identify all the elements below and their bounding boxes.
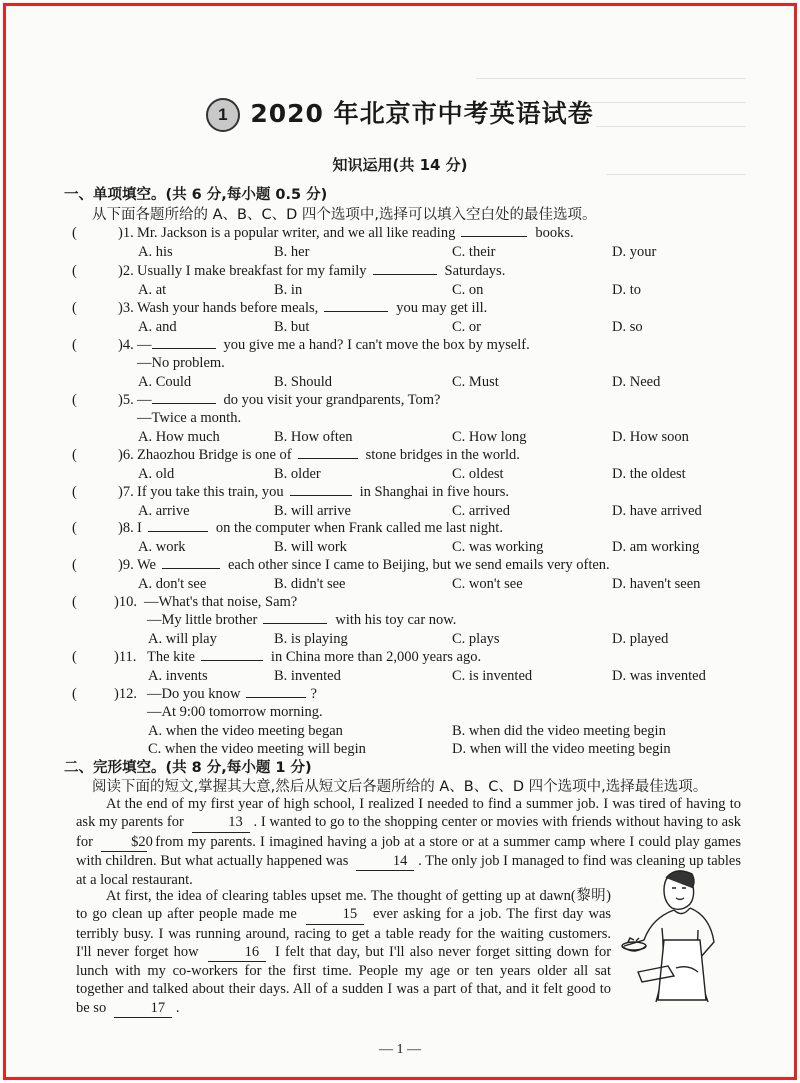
cloze-blank-14[interactable]: 14	[356, 852, 414, 871]
option-d: D. so	[612, 319, 643, 335]
cloze-blank-13[interactable]: 13	[192, 813, 250, 832]
exam-number-badge: 1	[206, 98, 240, 132]
answer-paren[interactable]: (	[72, 649, 77, 665]
question-number: )12.	[114, 686, 137, 702]
option-b: B. her	[274, 244, 310, 260]
option-a: A. and	[138, 319, 177, 335]
option-a: A. How much	[138, 429, 220, 445]
option-c: C. or	[452, 319, 481, 335]
option-b: B. will arrive	[274, 503, 351, 519]
option-c: C. oldest	[452, 466, 504, 482]
option-a: A. old	[138, 466, 175, 482]
option-a: A. arrive	[138, 503, 190, 519]
answer-paren[interactable]: (	[72, 263, 77, 279]
option-c: C. Must	[452, 374, 499, 390]
question-text: Usually I make breakfast for my family	[137, 263, 367, 279]
question-text: Saturdays.	[444, 263, 506, 279]
question-text: stone bridges in the world.	[365, 447, 520, 463]
cloze-blank-17[interactable]: 17	[114, 999, 172, 1018]
option-d: D. to	[612, 282, 641, 298]
reply-text: —Twice a month.	[137, 410, 242, 426]
answer-blank[interactable]	[201, 648, 263, 661]
answer-paren[interactable]: (	[72, 520, 77, 536]
option-d: D. am working	[612, 539, 700, 555]
option-d: D. when will the video meeting begin	[452, 741, 671, 757]
question-number: )6.	[118, 447, 134, 463]
section-subtitle: 知识运用(共 14 分)	[332, 156, 468, 174]
option-b: B. is playing	[274, 631, 348, 647]
part2-heading: 二、完形填空。(共 8 分,每小题 1 分)	[64, 760, 312, 776]
answer-paren[interactable]: (	[72, 484, 77, 500]
option-d: D. your	[612, 244, 657, 260]
question-text: in China more than 2,000 years ago.	[270, 649, 482, 665]
answer-paren[interactable]: (	[72, 447, 77, 463]
option-b: B. in	[274, 282, 303, 298]
question-text: —Do you know	[147, 686, 241, 702]
option-b: B. Should	[274, 374, 333, 390]
question-text: you give me a hand? I can't move the box by myself.	[223, 337, 530, 353]
answer-blank[interactable]	[263, 611, 327, 624]
reply-text: —My little brother	[147, 612, 258, 628]
answer-paren[interactable]: (	[72, 557, 77, 573]
question-number: )1.	[118, 225, 134, 241]
option-a: A. when the video meeting began	[148, 723, 343, 739]
question-number: )11.	[114, 649, 137, 665]
answer-paren[interactable]: (	[72, 337, 77, 353]
part1-instruction: 从下面各题所给的 A、B、C、D 四个选项中,选择可以填入空白处的最佳选项。	[92, 207, 597, 223]
passage-text: . I wanted to go to the shopping center or movies with friends without having to ask for	[76, 814, 741, 850]
passage-text: from my parents. I imagined having a job at a store or at a summer camp where I could play games with children. But what actually happened was	[76, 833, 742, 869]
answer-paren[interactable]: (	[72, 225, 77, 241]
option-b: B. didn't see	[274, 576, 346, 592]
answer-blank[interactable]	[461, 224, 527, 237]
question-text: each other since I came to Beijing, but we send emails very often.	[227, 557, 610, 573]
option-a: A. invents	[148, 668, 208, 684]
answer-blank[interactable]	[373, 262, 437, 275]
question-text: —	[137, 337, 152, 353]
question-text: in Shanghai in five hours.	[359, 484, 510, 500]
option-c: C. is invented	[452, 668, 533, 684]
page-number: — 1 —	[379, 1042, 421, 1057]
question-number: )3.	[118, 300, 134, 316]
answer-paren[interactable]: (	[72, 300, 77, 316]
option-b: B. How often	[274, 429, 353, 445]
option-a: A. Could	[138, 374, 192, 390]
part2-instruction: 阅读下面的短文,掌握其大意,然后从短文后各题所给的 A、B、C、D 四个选项中,选择最佳选项。	[92, 779, 708, 795]
question-text: —What's that noise, Sam?	[144, 594, 298, 610]
question-text: —	[137, 392, 152, 408]
question-text: The kite	[147, 649, 195, 665]
cloze-paragraph-2	[76, 887, 611, 1018]
option-c: C. on	[452, 282, 484, 298]
question-text: on the computer when Frank called me last night.	[215, 520, 503, 536]
passage-text: . The only job I managed to find was cleaning up tables at a local restaurant.	[76, 852, 741, 889]
question-text: Wash your hands before meals,	[137, 300, 319, 316]
option-b: B. but	[274, 319, 310, 335]
cloze-blank-15[interactable]: 15	[306, 905, 364, 924]
answer-blank[interactable]	[324, 299, 388, 312]
question-number: )7.	[118, 484, 134, 500]
passage-text: At the end of my first year of high school, I realized I needed to find a summer job. I was tired of having to ask my parents for	[76, 796, 741, 831]
passage-text: ever asking for a job. The first day was terribly busy. I was running around, racing to get a table ready for the waiting customers. I'll never forget how	[76, 906, 612, 960]
reply-text: with his toy car now.	[335, 612, 457, 628]
answer-blank[interactable]	[298, 446, 358, 459]
option-b: B. older	[274, 466, 321, 482]
option-d: D. played	[612, 631, 669, 647]
cloze-blank-16[interactable]: 16	[208, 943, 266, 962]
option-d: D. Need	[612, 374, 661, 390]
option-c: C. when the video meeting will begin	[148, 741, 366, 757]
question-number: )4.	[118, 337, 134, 353]
money-amount: $20	[101, 833, 147, 852]
question-text: Mr. Jackson is a popular writer, and we all like reading	[137, 225, 456, 241]
option-c: C. plays	[452, 631, 500, 647]
question-text: Zhaozhou Bridge is one of	[137, 447, 292, 463]
option-d: D. haven't seen	[612, 576, 701, 592]
question-text: We	[137, 557, 156, 573]
answer-blank[interactable]	[152, 391, 216, 404]
question-text: If you take this train, you	[137, 484, 284, 500]
answer-blank[interactable]	[152, 336, 216, 349]
question-text: you may get ill.	[396, 300, 488, 316]
option-c: C. won't see	[452, 576, 523, 592]
option-b: B. invented	[274, 668, 341, 684]
option-c: C. was working	[452, 539, 544, 555]
answer-paren[interactable]: (	[72, 594, 77, 610]
exam-title-text: 2020 年北京市中考英语试卷	[250, 99, 594, 128]
option-a: A. work	[138, 539, 186, 555]
option-a: A. will play	[148, 631, 217, 647]
option-d: D. the oldest	[612, 466, 686, 482]
option-d: D. How soon	[612, 429, 689, 445]
reply-text: —At 9:00 tomorrow morning.	[147, 704, 323, 720]
answer-blank[interactable]	[290, 483, 352, 496]
option-c: C. How long	[452, 429, 527, 445]
passage-text: At first, the idea of clearing tables upset me. The thought of getting up at dawn(黎明) to go clean up after people made me	[76, 888, 611, 923]
option-d: D. was invented	[612, 668, 706, 684]
answer-blank[interactable]	[148, 519, 208, 532]
question-10-reply	[147, 611, 456, 629]
question-number: )5.	[118, 392, 134, 408]
answer-blank[interactable]	[246, 685, 306, 698]
question-number: )10.	[114, 594, 137, 610]
answer-blank[interactable]	[162, 556, 220, 569]
waitress-illustration	[618, 858, 736, 1006]
question-text: do you visit your grandparents, Tom?	[223, 392, 441, 408]
question-text: books.	[535, 225, 574, 241]
question-number: )9.	[118, 557, 134, 573]
part1-heading: 一、单项填空。(共 6 分,每小题 0.5 分)	[64, 187, 328, 203]
exam-page	[3, 3, 797, 1080]
option-d: D. have arrived	[612, 503, 702, 519]
passage-text: .	[175, 999, 180, 1016]
passage-text: I felt that day, but I'll also never forget sitting down for lunch with my co-workers for the first time. People my age or ten years older all sat together and talked about their days. All of a sudden I was a part of that, and it felt good to be so	[76, 943, 612, 1016]
option-b: B. when did the video meeting begin	[452, 723, 666, 739]
question-text: ?	[310, 686, 317, 702]
question-number: )8.	[118, 520, 134, 536]
option-b: B. will work	[274, 539, 347, 555]
question-text: I	[137, 520, 142, 536]
question-number: )2.	[118, 263, 134, 279]
option-a: A. his	[138, 244, 173, 260]
bleed-through-line	[476, 78, 746, 79]
reply-text: —No problem.	[137, 355, 225, 371]
option-c: C. their	[452, 244, 496, 260]
option-c: C. arrived	[452, 503, 510, 519]
answer-paren[interactable]: (	[72, 686, 77, 702]
option-a: A. don't see	[138, 576, 207, 592]
exam-title	[6, 94, 794, 132]
option-a: A. at	[138, 282, 167, 298]
answer-paren[interactable]: (	[72, 392, 77, 408]
